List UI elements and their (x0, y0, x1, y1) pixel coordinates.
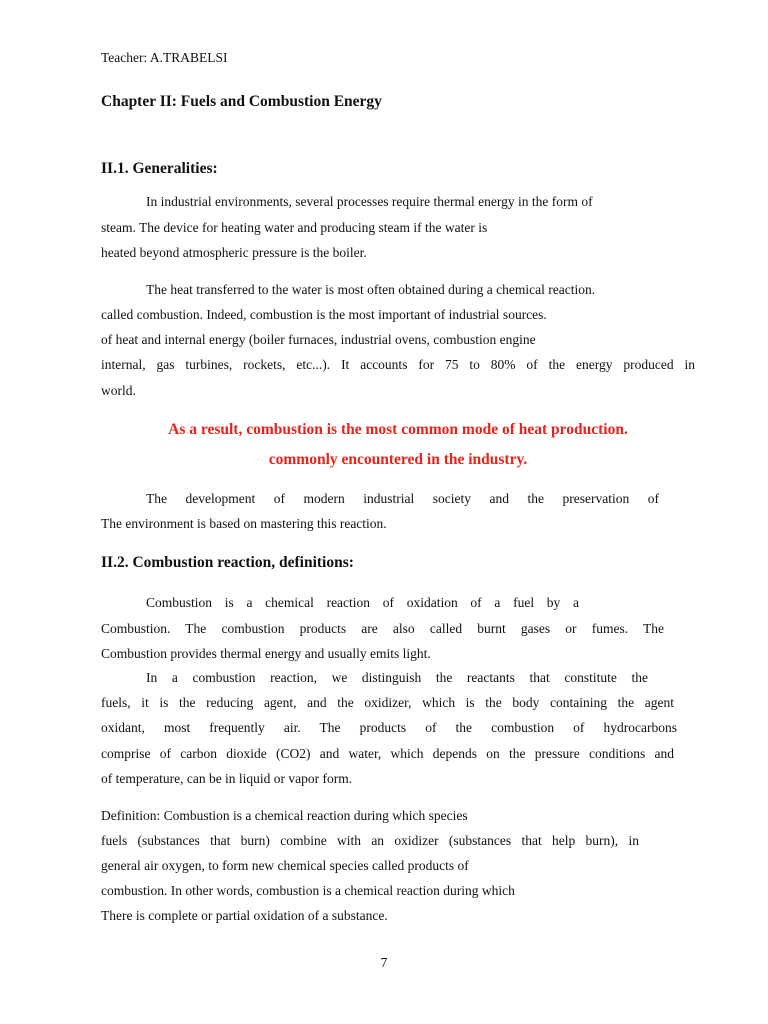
paragraph-line: The heat transferred to the water is most often obtained during a chemical reaction. (146, 282, 596, 297)
definition-line: fuels (substances that burn) combine with an oxidizer (substances that help burn), in (101, 833, 639, 848)
definition-line: Definition: Combustion is a chemical reaction during which species (101, 808, 468, 823)
paragraph-line: In industrial environments, several processes require thermal energy in the form of (146, 194, 593, 209)
chapter-title: Chapter II: Fuels and Combustion Energy (101, 93, 382, 110)
paragraph-line: In a combustion reaction, we distinguish the reactants that constitute the (146, 670, 648, 685)
paragraph-line: called combustion. Indeed, combustion is the most important of industrial sources. (101, 307, 547, 322)
paragraph-line: Combustion provides thermal energy and usually emits light. (101, 646, 431, 661)
paragraph-line: Combustion is a chemical reaction of oxidation of a fuel by a (146, 595, 579, 610)
highlight-line: As a result, combustion is the most common mode of heat production. (168, 421, 628, 438)
paragraph-line: The development of modern industrial society and the preservation of (146, 491, 659, 506)
definition-line: general air oxygen, to form new chemical species called products of (101, 858, 469, 873)
paragraph-line: Combustion. The combustion products are also called burnt gases or fumes. The (101, 621, 664, 636)
section-heading-generalities: II.1. Generalities: (101, 160, 218, 177)
definition-line: combustion. In other words, combustion is a chemical reaction during which (101, 883, 515, 898)
paragraph-line: internal, gas turbines, rockets, etc...). It accounts for 75 to 80% of the energy produced in (101, 357, 695, 372)
paragraph-line: comprise of carbon dioxide (CO2) and water, which depends on the pressure conditions and (101, 746, 674, 761)
paragraph-line: heated beyond atmospheric pressure is the boiler. (101, 245, 367, 260)
section-heading-combustion: II.2. Combustion reaction, definitions: (101, 554, 354, 571)
highlight-line: commonly encountered in the industry. (268, 451, 528, 468)
paragraph-line: world. (101, 383, 136, 398)
paragraph-line: The environment is based on mastering this reaction. (101, 516, 387, 531)
definition-line: There is complete or partial oxidation of a substance. (101, 908, 388, 923)
paragraph-line: of heat and internal energy (boiler furnaces, industrial ovens, combustion engine (101, 332, 536, 347)
page-number: 7 (380, 955, 388, 970)
paragraph-line: of temperature, can be in liquid or vapor form. (101, 771, 353, 786)
paragraph-line: oxidant, most frequently air. The products of the combustion of hydrocarbons (101, 720, 677, 735)
paragraph-line: fuels, it is the reducing agent, and the oxidizer, which is the body containing the agent (101, 695, 674, 710)
paragraph-line: steam. The device for heating water and producing steam if the water is (101, 220, 488, 235)
teacher-header: Teacher: A.TRABELSI (101, 50, 228, 65)
